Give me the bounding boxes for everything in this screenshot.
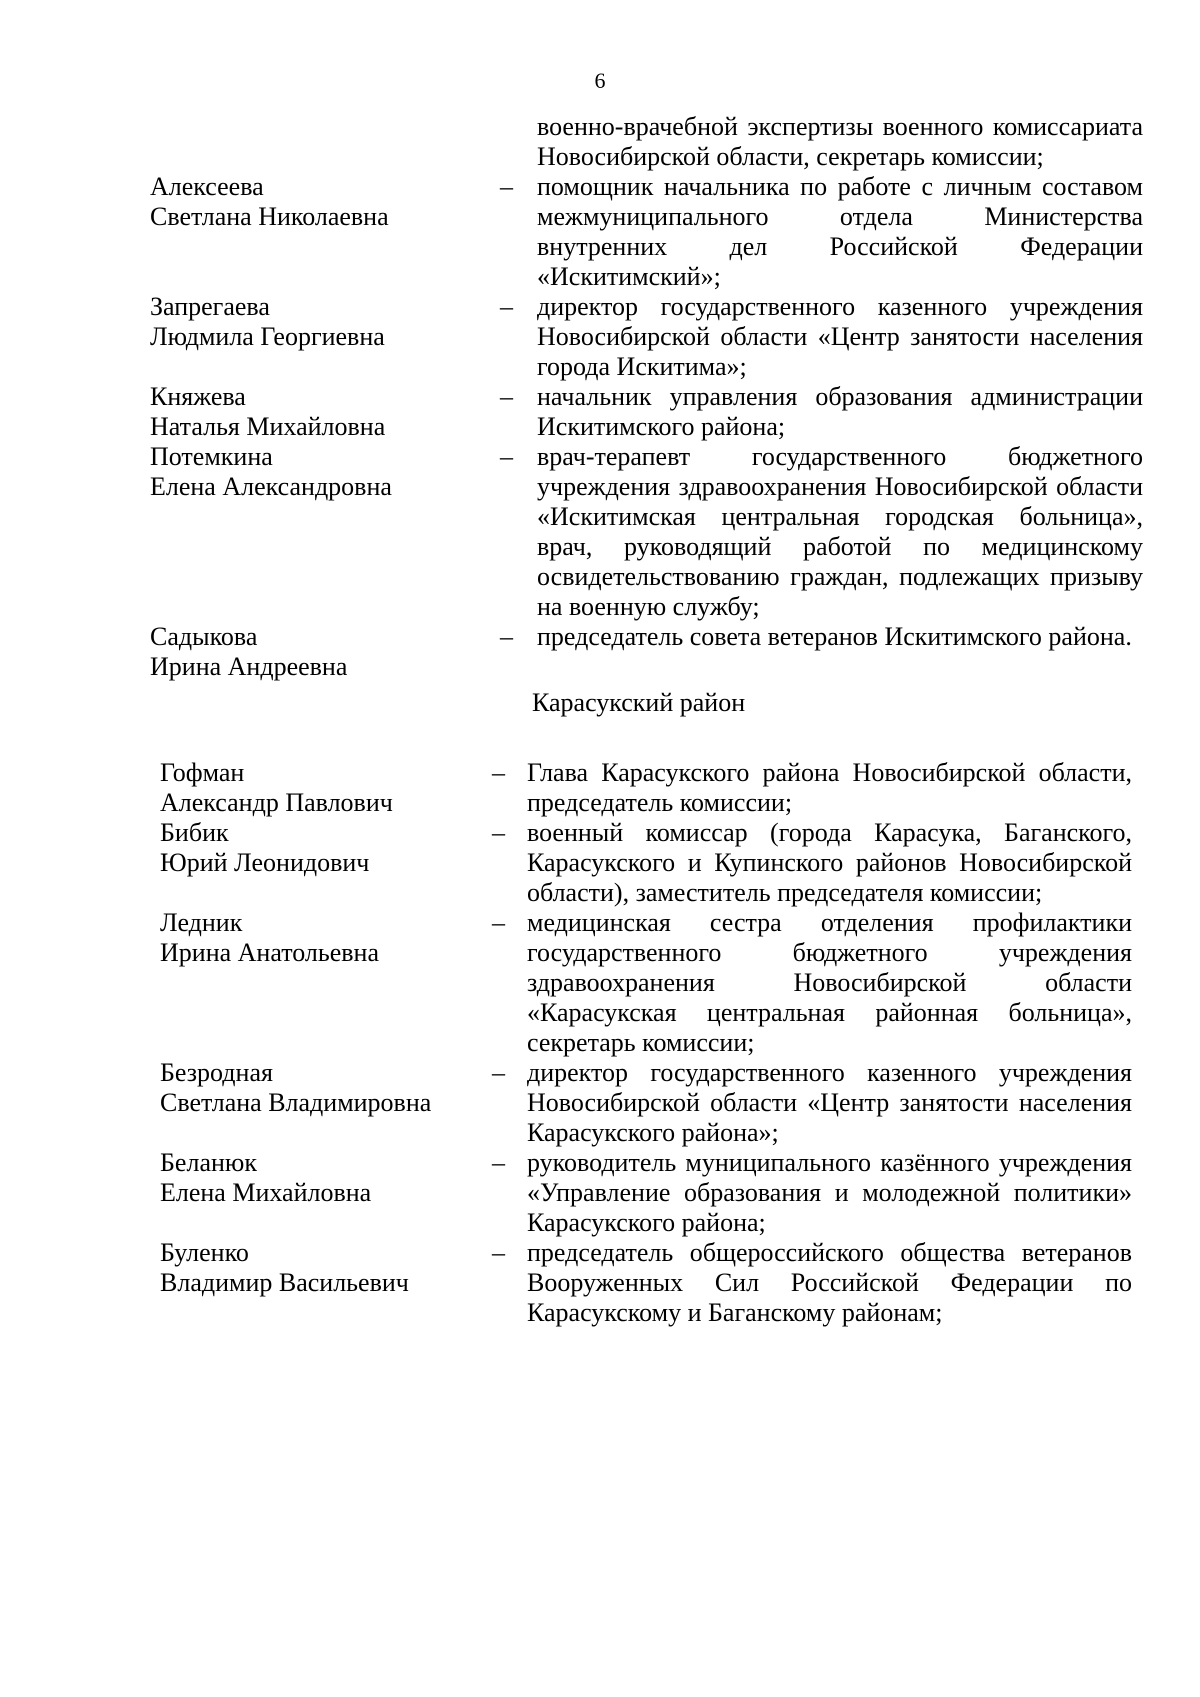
member-entry [0,382,1200,442]
member-name: Потемкина Елена Александровна [150,442,392,501]
member-entry [0,1148,1200,1238]
member-entry [0,818,1200,908]
member-name: Алексеева Светлана Николаевна [150,172,389,231]
member-entry [0,172,1200,292]
member-name: Буленко Владимир Васильевич [160,1238,409,1297]
member-name: Бибик Юрий Леонидович [160,818,370,877]
dash: – [500,622,513,651]
member-position: директор государственного казенного учреждения Новосибирской области «Центр занятости населения города Искитима»; [537,292,1143,381]
member-position: председатель общероссийского общества ветеранов Вооруженных Сил Российской Федерации по Карасукскому и Баганскому районам; [527,1238,1132,1327]
document-body [0,112,1200,1328]
member-position: руководитель муниципального казённого учреждения «Управление образования и молодежной политики» Карасукского района; [527,1148,1132,1237]
section-heading: Карасукский район [532,688,746,717]
member-entry [0,908,1200,1058]
dash: – [492,908,505,937]
member-name: Безродная Светлана Владимировна [160,1058,432,1117]
member-position: председатель совета ветеранов Искитимского района. [537,622,1132,651]
member-position: Глава Карасукского района Новосибирской области, председатель комиссии; [527,758,1132,817]
member-entry [0,1238,1200,1328]
member-name: Ледник Ирина Анатольевна [160,908,379,967]
member-name: Садыкова Ирина Андреевна [150,622,348,681]
continuation-entry [0,112,1200,172]
member-position: военный комиссар (города Карасука, Баганского, Карасукского и Купинского районов Новосибирской области), заместитель председателя комиссии; [527,818,1132,907]
dash: – [492,1148,505,1177]
page-number: 6 [594,68,606,93]
dash: – [492,818,505,847]
member-position: медицинская сестра отделения профилактики государственного бюджетного учреждения здравоохранения Новосибирской области «Карасукская центральная районная больница», секретарь комиссии; [527,908,1132,1057]
member-entry [0,292,1200,382]
member-position: директор государственного казенного учреждения Новосибирской области «Центр занятости населения Карасукского района»; [527,1058,1132,1147]
member-name: Гофман Александр Павлович [160,758,393,817]
dash: – [500,292,513,321]
member-name: Княжева Наталья Михайловна [150,382,386,441]
section-karasuk [0,758,1200,1328]
member-name: Беланюк Елена Михайловна [160,1148,372,1207]
member-entry [0,758,1200,818]
member-name: Запрегаева Людмила Георгиевна [150,292,385,351]
dash: – [492,1238,505,1267]
dash: – [500,382,513,411]
member-position: помощник начальника по работе с личным составом межмуниципального отдела Министерства внутренних дел Российской Федерации «Искитимский»; [537,172,1143,291]
dash: – [500,442,513,471]
dash: – [492,1058,505,1087]
member-position: врач-терапевт государственного бюджетного учреждения здравоохранения Новосибирской области «Искитимская центральная городская больница», врач, руководящий работой по медицинскому освидетельствованию граждан, подлежащих призыву на военную службу; [537,442,1143,621]
member-entry [0,1058,1200,1148]
continuation-text: военно-врачебной экспертизы военного комиссариата Новосибирской области, секретарь комиссии; [537,112,1143,171]
member-entry [0,442,1200,622]
dash: – [492,758,505,787]
dash: – [500,172,513,201]
section-iskitim [0,112,1200,681]
member-position: начальник управления образования администрации Искитимского района; [537,382,1143,441]
member-entry [0,622,1200,681]
